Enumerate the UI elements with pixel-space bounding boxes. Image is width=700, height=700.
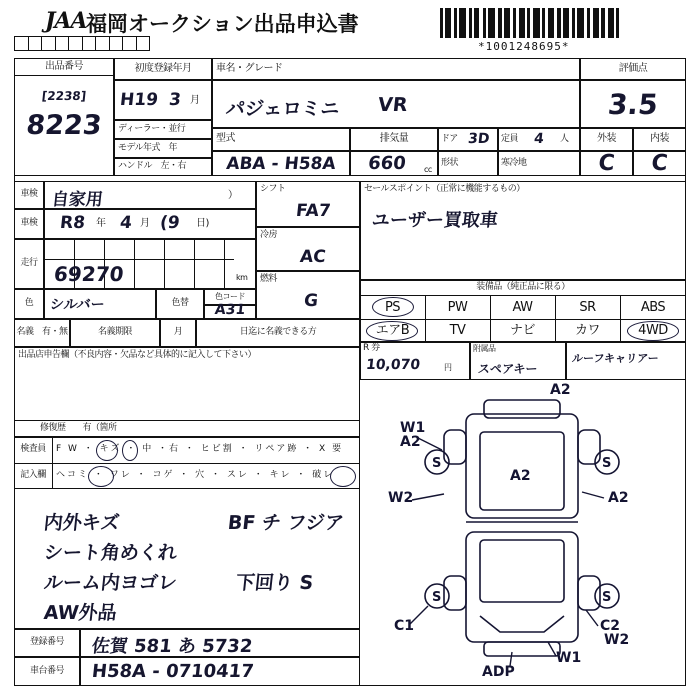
shaken-month: 4 — [118, 213, 133, 233]
color-code-value: A31 — [213, 302, 246, 318]
door-label: ドア — [441, 133, 458, 144]
use-label: 車検 — [20, 189, 38, 200]
spare-label2: 附属品 — [473, 343, 496, 353]
equip-airbag: エアB — [375, 323, 410, 339]
shift-value: FA7 — [294, 201, 332, 221]
rken-value: 10,070 — [365, 357, 421, 373]
svg-text:S: S — [602, 590, 612, 605]
rken-label: R 券 — [363, 343, 380, 354]
score-label: 評価点 — [618, 62, 648, 74]
chassis-label: 車台番号 — [29, 665, 64, 676]
damage-mark-2 — [122, 440, 138, 461]
svg-text:W1: W1 — [556, 650, 582, 666]
note-right-1: BF チ フジア — [226, 512, 345, 534]
model-year-label: モデル年式 年 — [118, 142, 178, 153]
barcode — [440, 8, 652, 38]
jaa-logo: JAA — [45, 8, 87, 34]
equip-ps: PS — [384, 299, 401, 315]
svg-text:A2: A2 — [550, 382, 571, 398]
note-line-2: シート角めくれ — [42, 542, 179, 564]
color-code-label: 色コード — [215, 292, 245, 301]
roof-note: ルーフキャリアー — [571, 352, 660, 365]
exhibit-no-label: 出品番号 — [45, 60, 83, 72]
svg-text:A2: A2 — [608, 490, 629, 506]
score-value: 3.5 — [606, 87, 660, 121]
use-value: 自家用 — [50, 190, 104, 210]
mileage-value: 69270 — [52, 262, 125, 286]
exhibit-no-value: 8223 — [24, 109, 104, 141]
fuel-value: G — [302, 291, 320, 311]
dealer-label: ディーラー・並行 — [118, 123, 186, 134]
svg-text:W1: W1 — [400, 420, 426, 436]
equip-4wd-circle — [627, 321, 679, 341]
car-diagram — [360, 380, 686, 686]
note-right-2: 下回り S — [234, 572, 315, 594]
seat-label: 定員 — [501, 133, 519, 144]
color-value: シルバー — [49, 297, 106, 313]
svg-text:A2: A2 — [400, 434, 421, 450]
reg-year-label: 初度登録年月 — [134, 62, 192, 74]
equip-label: 装備品（純正品に限る） — [476, 281, 570, 292]
shaken-year-unit: 年 — [96, 218, 106, 229]
disp-label: 排気量 — [379, 133, 409, 145]
seat-unit: 人 — [560, 134, 569, 144]
reg-month-value: 3 — [168, 90, 182, 110]
car-name-value: パジェロミニ — [224, 98, 341, 120]
shaken-day-unit: 日) — [196, 218, 209, 229]
spare-label: スペアキー — [477, 362, 539, 376]
car-grade-value: VR — [376, 94, 409, 116]
type-value: ABA - H58A — [225, 153, 337, 174]
damage-mark-4 — [330, 466, 356, 487]
kind-label: 車検 — [20, 218, 38, 229]
reg-year-value: H19 — [118, 90, 159, 110]
shop-note-label: 出品店申告欄（不良内容・欠品など具体的に記入して下さい） — [18, 350, 257, 361]
damage-mark-3 — [88, 466, 114, 487]
chassis-value: H58A - 0710417 — [90, 661, 255, 682]
equip-pw: PW — [447, 299, 468, 315]
equip-abs: ABS — [640, 299, 666, 315]
svg-text:S: S — [602, 456, 612, 471]
car-name-label: 車名・グレード — [216, 62, 283, 74]
disp-unit: cc — [424, 165, 432, 174]
equip-aw: AW — [512, 299, 533, 315]
svg-text:C1: C1 — [394, 618, 415, 634]
regno-value: 佐賀 581 あ 5732 — [90, 636, 254, 657]
rken-unit: 円 — [444, 363, 452, 372]
int-value: C — [650, 151, 669, 176]
repair-label: 修復歴 有（箇所 — [40, 422, 117, 433]
handle-label: ハンドル 左・右 — [118, 161, 187, 172]
regno-label: 登録番号 — [29, 637, 64, 648]
damage-row-1: F W ・ キズ ・ 中 ・右 ・ ヒビ割 ・ リペア跡 ・ X 要 — [56, 444, 344, 455]
svg-text:C2: C2 — [600, 618, 621, 634]
equip-4wd: 4WD — [638, 323, 668, 339]
sheet-title: 福岡オークション出品申込書 — [86, 12, 359, 36]
meizon-month: 月 — [173, 327, 183, 338]
meizon-term-label: 名義期限 — [97, 327, 132, 338]
svg-text:W2: W2 — [388, 490, 414, 506]
sales-point-value: ユーザー買取車 — [370, 210, 499, 231]
meizon-label: 名義 有・無 — [16, 327, 68, 338]
barcode-number: *1001248695* — [478, 40, 570, 53]
note-line-4: AW外品 — [42, 602, 118, 624]
mileage-unit: km — [236, 273, 248, 282]
fuel-label: 燃料 — [260, 274, 278, 285]
svg-text:S: S — [432, 590, 442, 605]
use-paren: ） — [228, 190, 238, 201]
damage-mark-1 — [96, 440, 118, 461]
seat-value: 4 — [533, 131, 545, 147]
ac-value: AC — [298, 247, 327, 267]
cold-label: 寒冷地 — [501, 157, 527, 168]
svg-text:ADP: ADP — [482, 664, 515, 680]
equip-ps-circle — [372, 297, 414, 317]
svg-text:A2: A2 — [510, 468, 531, 484]
equip-sr: SR — [579, 299, 596, 315]
door-value: 3D — [467, 131, 491, 147]
inspector-label: 検査員 — [20, 444, 46, 455]
ext-label: 外装 — [597, 133, 616, 145]
color-note: 色替 — [171, 298, 189, 309]
reg-month-unit: 月 — [190, 95, 200, 106]
shaken-month-unit: 月 — [140, 218, 150, 229]
shift-label: シフト — [260, 184, 286, 195]
ext-value: C — [597, 151, 616, 176]
svg-text:S: S — [432, 456, 442, 471]
disp-value: 660 — [367, 153, 407, 174]
writer-label: 記入欄 — [20, 470, 46, 481]
damage-row-2: ヘコミ ・ ワレ ・ コゲ ・ 穴 ・ スレ ・ キレ ・ 破レ — [56, 470, 335, 481]
ac-label: 冷房 — [260, 230, 278, 241]
shaken-day: (9 — [158, 213, 181, 233]
note-line-1: 内外キズ — [42, 512, 121, 534]
equip-tv: TV — [449, 323, 466, 339]
type-label: 型式 — [216, 133, 235, 145]
equip-kawa: カワ — [574, 323, 600, 339]
mileage-label: 走行 — [20, 258, 38, 269]
equip-airbag-circle — [366, 321, 418, 341]
shaken-year: R8 — [58, 213, 86, 233]
color-label: 色 — [24, 298, 34, 309]
exhibit-no-sub: [2238] — [41, 89, 87, 103]
int-label: 内装 — [650, 133, 669, 145]
meizon-note: 日迄に名義できる方 — [239, 327, 317, 338]
note-line-3: ルーム内ヨゴレ — [42, 572, 179, 594]
svg-text:W2: W2 — [604, 632, 630, 648]
equip-navi: ナビ — [509, 323, 535, 339]
shape-label: 形状 — [441, 157, 459, 168]
tick-row — [14, 36, 159, 51]
sales-point-label: セールスポイント（正常に機能するもの） — [364, 184, 525, 195]
